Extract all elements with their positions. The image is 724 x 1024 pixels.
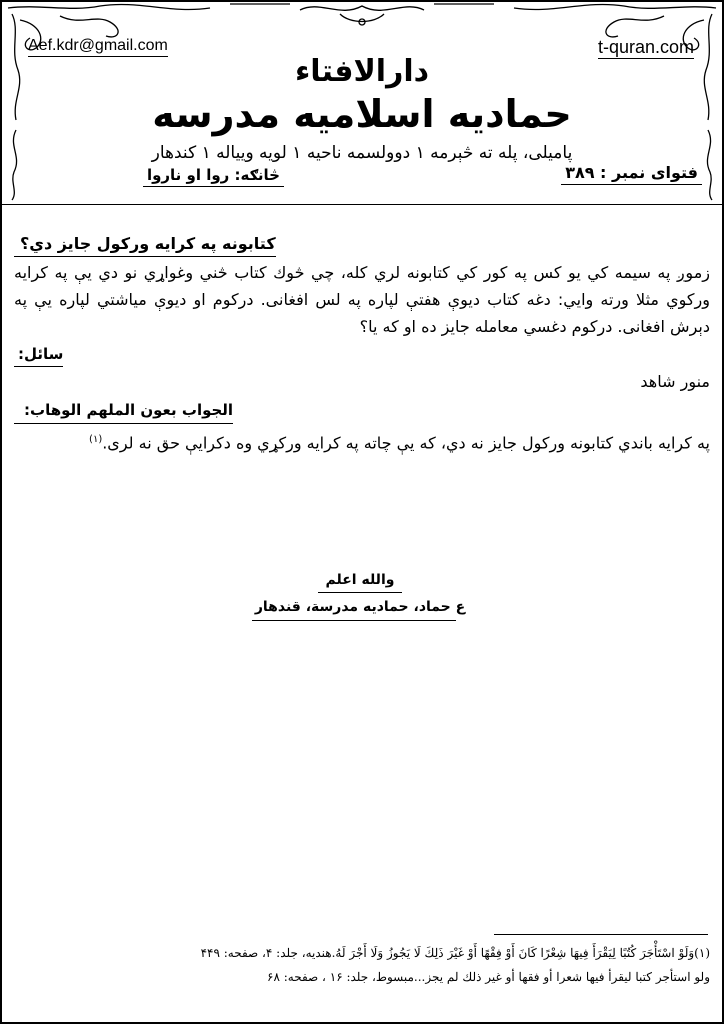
- footnote-separator: [494, 934, 708, 935]
- answer-paragraph: [14, 426, 710, 456]
- category-label: څانګه: روا او ناروا: [143, 164, 284, 187]
- email-link[interactable]: Aef.kdr@gmail.com: [28, 36, 168, 57]
- asker-name: منور شاهد: [640, 372, 710, 391]
- question-body: زموږ په سيمه كي يو كس په كور كي كتابونه لري كله، چي څوك كتاب څني وغواړي نو دي يې په كرايه وركوي مثلا ورته وايي: دغه كتاب ديوې هفتې لپاره په لس افغانى. دركوم او ديوې مياشتي لپاره يې په دېرش افغانى. دركوم دغسي معامله جايز ده او كه يا؟: [14, 263, 710, 336]
- signature-underline: [252, 620, 456, 621]
- fatwa-content: [14, 232, 710, 458]
- closing-phrase: والله اعلم: [325, 572, 395, 588]
- question-title: كتابونه په كرايه وركول جايز دي؟: [14, 232, 276, 257]
- address-line: پاميلی، پله ته څېرمه ۱ دوولسمه ناحيه ۱ لويه ويياله ۱ كندهار: [151, 143, 573, 163]
- website-link[interactable]: t-quran.com: [597, 37, 694, 57]
- footnote-1: (۱)وَلَوْ اسْتَأْجَرَ كُتُبًا لِيَقْرَأَ فِيهَا شِعْرًا كَانَ أَوْ فِقْهًا أَوْ غَيْرَ ذَلِكَ لَا يَجُوزُ وَلَا أَجْرَ لَهُ.هندیه، جلد: ۴، صفحه: ۴۴۹: [200, 946, 710, 960]
- closing-underline: [318, 592, 402, 593]
- answer-body: په كرايه باندي كتابونه وركول جايز نه دي، كه يې چاته په كرايه وركړي وه دكرايې حق نه لرى.: [102, 433, 710, 453]
- footnote-marker[interactable]: (۱): [89, 434, 103, 445]
- dar-ul-ifta-title: دارالافتاء: [294, 54, 430, 89]
- asker-label: سائل:: [14, 342, 63, 367]
- fatwa-number: فتوای نمبر : ۳۸۹: [561, 162, 702, 185]
- header-divider: [2, 204, 722, 205]
- madrasa-name-title: حمادیه اسلامیه مدرسه: [152, 92, 572, 136]
- answer-heading: الجواب بعون الملهم الوهاب:: [14, 397, 233, 424]
- footnote-2: ولو استأجر كتبا ليقرأ فيها شعرا أو فقها أو غير ذلك لم يجز...مبسوط، جلد: ۱۶ ، صفحه: ۶۸: [267, 970, 710, 984]
- signer-name: ع حماد، حمادیه مدرسة، قندهار: [254, 599, 466, 615]
